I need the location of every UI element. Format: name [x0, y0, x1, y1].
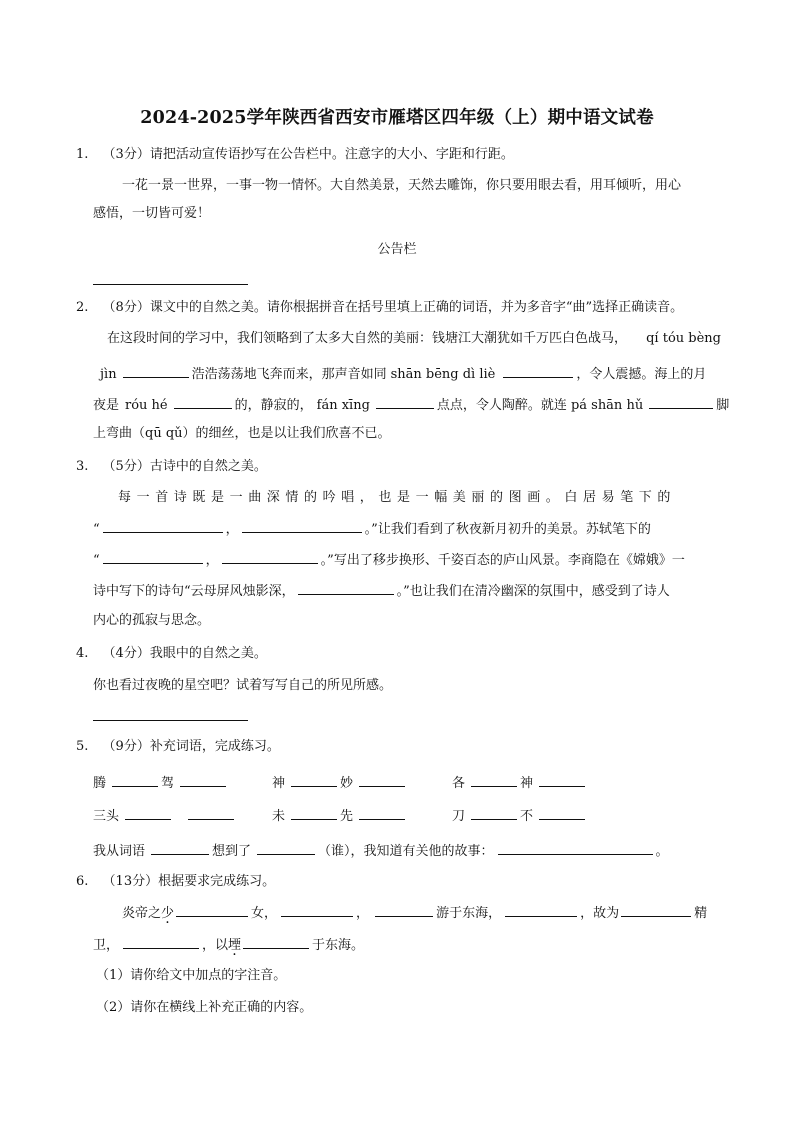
q2-line2-text: 浩浩荡荡地飞奔而来，那声音如同 [191, 367, 387, 382]
q2-line2 [100, 363, 706, 385]
q2-blank-1[interactable] [123, 363, 189, 378]
q6-line1 [122, 902, 707, 924]
q6-blank-2[interactable] [281, 902, 353, 917]
q5-row3-text-c: （谁），我知道有关他的故事： [318, 844, 494, 859]
q5-blank[interactable] [291, 772, 337, 787]
q6-sub2: （2）请你在横线上补充正确的内容。 [96, 1000, 313, 1015]
q2-line1-text: 在这段时间的学习中，我们领略到了太多大自然的美丽：钱塘江大潮犹如千万匹白色战马， [107, 331, 628, 346]
q5-blank[interactable] [471, 772, 517, 787]
q2-line3 [93, 394, 729, 416]
q3-line1: 每一首诗既是一曲深情的吟唱，也是一幅美丽的图画。白居易笔下的 [118, 490, 677, 505]
q2-pinyin-pashanhu: pá shān hǔ [570, 398, 644, 413]
q6-blank-6[interactable] [123, 934, 199, 949]
q1-number: 1. [76, 147, 89, 162]
q1-answer-line[interactable] [93, 284, 248, 285]
q2-blank-5[interactable] [649, 394, 713, 409]
q3-line2-open-quote: “ [93, 522, 100, 537]
q6-line1-text-e: ，故为 [580, 906, 620, 921]
q5-blank-story[interactable] [498, 840, 653, 855]
q3-line3 [93, 549, 685, 571]
q6-line1-text-d: 游于东海， [436, 906, 502, 921]
q6-line1-text-a: 炎帝之 [122, 906, 162, 921]
q5-word-char: 先 [340, 809, 354, 824]
q3-blank-5[interactable] [298, 580, 394, 595]
q2-number: 2. [76, 300, 89, 315]
q6-dotted-char-shao: 少 [161, 906, 175, 921]
q5-blank[interactable] [112, 772, 158, 787]
q6-dotted-char-yin: 堙 [228, 938, 242, 953]
q5-word-char: 未 [272, 809, 286, 824]
q5-blank[interactable] [291, 805, 337, 820]
q5-row1-group2 [272, 772, 408, 794]
q2-pinyin-rouhe: róu hé [125, 398, 168, 413]
q2-line3-text-a: 夜是 [93, 398, 120, 413]
q3-blank-3[interactable] [103, 549, 203, 564]
q5-row3-text-b: 想到了 [212, 844, 252, 859]
q1-text-line2: 感悟，一切皆可爱！ [93, 206, 211, 221]
q5-word-char: 神 [272, 776, 286, 791]
q5-row1-group3 [452, 772, 588, 794]
q3-number: 3. [76, 459, 89, 474]
q2-line2-tail: ，令人震撼。海上的月 [576, 367, 707, 382]
q5-blank[interactable] [539, 805, 585, 820]
q4-number: 4. [76, 646, 89, 661]
q2-pinyin-qitoubeng: qí tóu bèng [646, 331, 721, 346]
q5-row3-end: 。 [655, 844, 669, 859]
q5-word-char: 腾 [93, 776, 107, 791]
q4-answer-line[interactable] [93, 720, 248, 721]
q5-blank[interactable] [125, 805, 171, 820]
q6-line1-text-f: 精 [694, 906, 708, 921]
q5-word-char: 刀 [452, 809, 466, 824]
q5-blank[interactable] [359, 772, 405, 787]
q6-stem: （13分）根据要求完成练习。 [102, 874, 276, 889]
q4-heading [76, 644, 267, 664]
q2-line4: 上弯曲（qū qǔ）的细丝，也是以让我们欣喜不已。 [93, 426, 391, 441]
q2-pinyin-jin: jìn [100, 367, 117, 382]
q6-line2-text-c: 于东海。 [312, 938, 365, 953]
q2-line3-text-b: 的，静寂的， [234, 398, 313, 413]
q5-word-char: 妙 [340, 776, 354, 791]
q6-line2 [93, 934, 364, 956]
q2-stem: （8分）课文中的自然之美。请你根据拼音在括号里填上正确的词语，并为多音字“曲”选择正确读音。 [102, 300, 684, 315]
q2-pinyin-fanxing: fán xīng [316, 398, 370, 413]
q6-blank-3[interactable] [375, 902, 433, 917]
page-title: 2024-2025学年陕西省西安市雁塔区四年级（上）期中语文试卷 [140, 108, 654, 128]
bulletin-board-label: 公告栏 [377, 242, 417, 257]
q3-line4 [93, 580, 670, 602]
q5-blank[interactable] [180, 772, 226, 787]
q2-blank-3[interactable] [174, 394, 232, 409]
q3-line2 [93, 518, 651, 540]
q6-heading [76, 872, 275, 892]
q4-stem: （4分）我眼中的自然之美。 [102, 646, 267, 661]
q5-row2-group3 [452, 805, 588, 827]
q5-row2-group2 [272, 805, 408, 827]
q6-blank-7[interactable] [243, 934, 309, 949]
q2-pinyin-shanbengdilie: shān bēng dì liè [390, 367, 496, 382]
q5-row2 [93, 805, 237, 827]
q5-word-char: 各 [452, 776, 466, 791]
q3-line2-text: 。”让我们看到了秋夜新月初升的美景。苏轼笔下的 [364, 522, 651, 537]
q3-line5: 内心的孤寂与思念。 [93, 613, 211, 628]
q3-line3-open-quote: “ [93, 553, 100, 568]
q5-number: 5. [76, 739, 89, 754]
q3-heading [76, 457, 267, 477]
q3-line4-text-a: 诗中写下的诗句“云母屏风烛影深， [93, 584, 295, 599]
q5-blank[interactable] [359, 805, 405, 820]
q1-text-line1: 一花一景一世界，一事一物一情怀。大自然美景，天然去雕饰，你只要用眼去看，用耳倾听，用心 [122, 178, 682, 193]
q6-line1-text-c: ， [356, 906, 370, 921]
q5-stem: （9分）补充词语，完成练习。 [102, 739, 280, 754]
q5-blank[interactable] [539, 772, 585, 787]
q1-stem: （3分）请把活动宣传语抄写在公告栏中。注意字的大小、字距和行距。 [102, 147, 514, 162]
q5-blank[interactable] [471, 805, 517, 820]
q6-blank-1[interactable] [176, 902, 248, 917]
q5-row3-text-a: 我从词语 [93, 844, 146, 859]
q3-line2-comma: ， [225, 522, 239, 537]
q6-blank-5[interactable] [621, 902, 691, 917]
q3-stem: （5分）古诗中的自然之美。 [102, 459, 267, 474]
q2-heading [76, 298, 683, 318]
q4-line1: 你也看过夜晚的星空吧？试着写写自己的所见所感。 [93, 678, 393, 693]
q3-blank-4[interactable] [222, 549, 318, 564]
q6-sub1: （1）请你给文中加点的字注音。 [96, 968, 287, 983]
q2-line3-text-d: 脚 [716, 398, 730, 413]
q3-blank-2[interactable] [242, 518, 362, 533]
q6-line2-text-a: 卫， [93, 938, 120, 953]
q5-blank-word[interactable] [151, 840, 209, 855]
q2-line1 [107, 329, 721, 349]
q6-blank-4[interactable] [505, 902, 577, 917]
q2-line3-text-c: 点点，令人陶醉。就连 [436, 398, 567, 413]
q1-heading [76, 145, 514, 165]
q3-line3-comma: ， [205, 553, 219, 568]
q5-word-char: 神 [520, 776, 534, 791]
q5-blank[interactable] [188, 805, 234, 820]
q6-number: 6. [76, 874, 89, 889]
q5-row1 [93, 772, 229, 794]
q3-line4-text-b: 。”也让我们在清冷幽深的氛围中，感受到了诗人 [396, 584, 670, 599]
q2-blank-4[interactable] [376, 394, 434, 409]
q3-line3-text: 。”写出了移步换形、千姿百态的庐山风景。李商隐在《嫦娥》一 [320, 553, 685, 568]
q5-word-char: 三头 [93, 809, 120, 824]
q3-blank-1[interactable] [103, 518, 223, 533]
q6-line1-text-b: 女， [251, 906, 278, 921]
q5-word-char: 不 [520, 809, 534, 824]
q5-blank-who[interactable] [257, 840, 315, 855]
q5-row3 [93, 840, 669, 862]
q2-blank-2[interactable] [503, 363, 573, 378]
q6-line2-text-b: ，以 [202, 938, 229, 953]
q5-heading [76, 737, 280, 757]
q5-word-char: 驾 [161, 776, 175, 791]
